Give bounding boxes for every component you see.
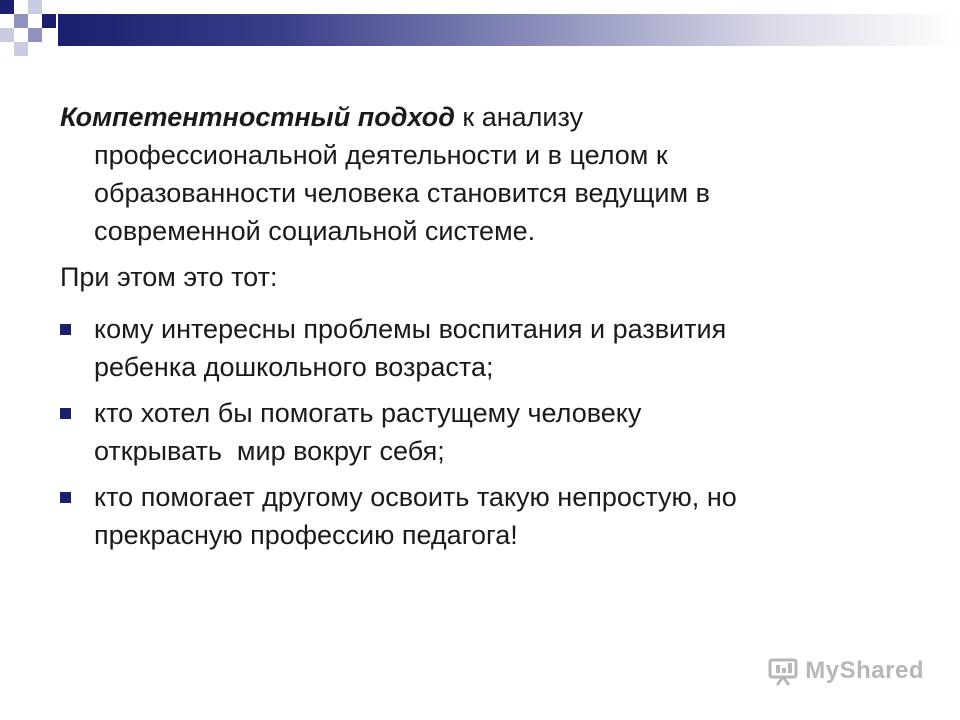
deco-square <box>14 14 28 28</box>
bullet-line: кто помогает другому освоить такую непростую, но <box>94 482 737 512</box>
square-bullet-icon <box>60 408 71 419</box>
bullet-line: прекрасную профессию педагога! <box>94 520 518 550</box>
deco-square <box>0 28 14 42</box>
presentation-board-icon <box>767 656 799 686</box>
intro-paragraph <box>60 98 880 250</box>
lead-term: Компетентностный подход <box>60 102 455 132</box>
intro-line4: современной социальной системе. <box>94 216 536 246</box>
square-bullet-icon <box>60 492 71 503</box>
deco-square <box>0 0 14 14</box>
bullet-list <box>60 310 880 554</box>
intro-line1-rest: к анализу <box>454 102 584 132</box>
deco-square <box>28 0 42 14</box>
list-item <box>60 310 880 386</box>
square-bullet-icon <box>60 324 71 335</box>
slide-content <box>60 98 880 562</box>
list-item <box>60 394 880 470</box>
bullet-line: кто хотел бы помогать растущему человеку <box>94 398 642 428</box>
header-decoration <box>0 0 960 60</box>
bullet-line: ребенка дошкольного возраста; <box>94 352 494 382</box>
header-gradient-bar <box>58 14 960 46</box>
deco-square <box>28 28 42 42</box>
list-item <box>60 478 880 554</box>
bullet-line: кому интересны проблемы воспитания и развития <box>94 314 727 344</box>
watermark-text: MyShared <box>805 657 924 684</box>
watermark <box>767 656 924 686</box>
bullet-line: открывать мир вокруг себя; <box>94 436 445 466</box>
deco-square <box>42 14 56 28</box>
lead-in-paragraph: При этом это тот: <box>60 262 278 292</box>
deco-square <box>14 42 28 56</box>
intro-line2: профессиональной деятельности и в целом к <box>94 140 668 170</box>
intro-line3: образованности человека становится ведущим в <box>94 178 710 208</box>
